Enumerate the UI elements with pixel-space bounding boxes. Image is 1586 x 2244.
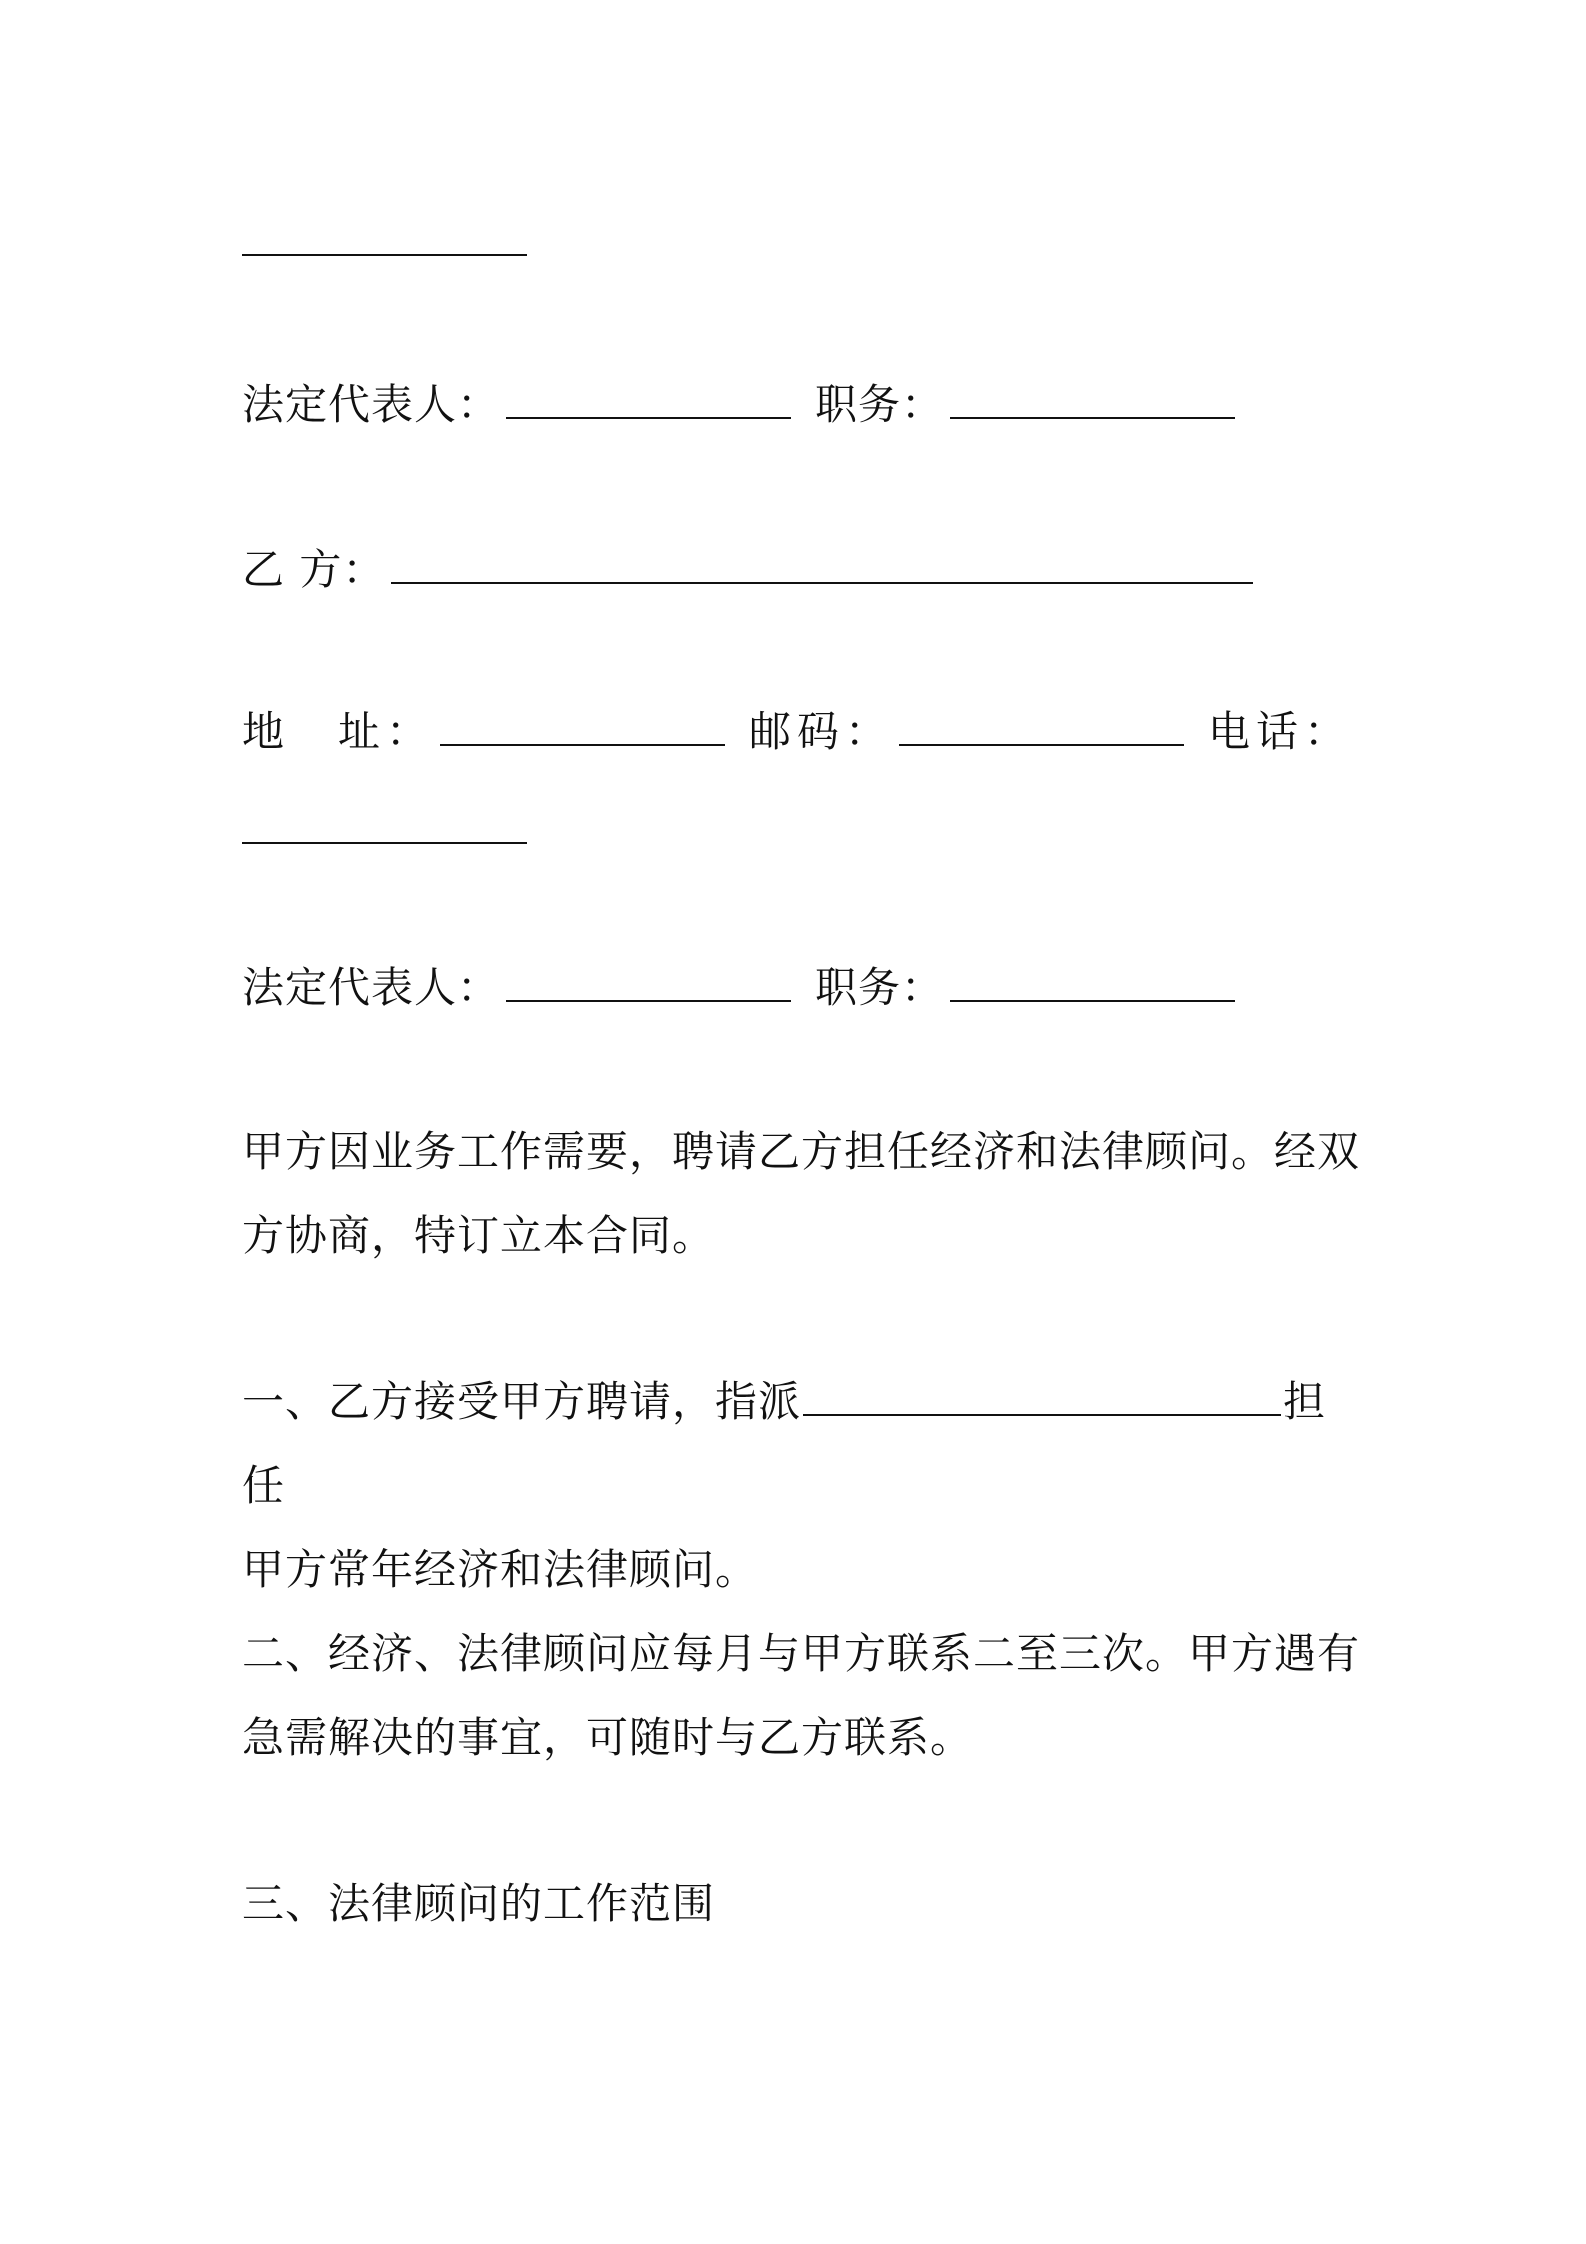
legal-rep-line-1 — [242, 375, 1362, 435]
party-b-blank[interactable] — [391, 542, 1253, 584]
position-blank-2[interactable] — [950, 960, 1235, 1002]
intro-paragraph: 甲方因业务工作需要，聘请乙方担任经济和法律顾问。经双方协商，特订立本合同。 — [242, 1127, 1361, 1260]
zip-label: 邮码： — [749, 707, 894, 756]
position-label: 职务： — [815, 380, 945, 429]
party-b-line — [242, 540, 1362, 600]
legal-rep-blank[interactable] — [506, 377, 791, 419]
clause-3-heading: 三、法律顾问的工作范围 — [242, 1879, 716, 1928]
address-label: 地 址： — [242, 707, 435, 756]
phone-blank-line — [242, 800, 1362, 860]
phone-label: 电话： — [1208, 707, 1353, 756]
zip-blank[interactable] — [899, 704, 1184, 746]
clause-1 — [242, 1360, 1362, 1612]
blank-field[interactable] — [242, 214, 527, 256]
party-b-label: 乙 方： — [242, 545, 386, 594]
clause-1-text-a: 一、乙方接受甲方聘请，指派 — [242, 1377, 802, 1426]
legal-rep-label: 法定代表人： — [242, 380, 501, 429]
assigned-lawyer-blank[interactable] — [803, 1374, 1281, 1416]
blank-line-top — [242, 212, 1362, 272]
address-line — [242, 702, 1362, 762]
legal-rep-line-2 — [242, 958, 1362, 1018]
address-blank[interactable] — [440, 704, 725, 746]
clause-1-text-b: 担任 — [242, 1377, 1327, 1510]
position-blank[interactable] — [950, 377, 1235, 419]
legal-rep-label-2: 法定代表人： — [242, 963, 501, 1012]
phone-blank[interactable] — [242, 802, 527, 844]
clause-1-text-c: 甲方常年经济和法律顾问。 — [242, 1545, 759, 1594]
clause-2: 二、经济、法律顾问应每月与甲方联系二至三次。甲方遇有急需解决的事宜，可随时与乙方联系。 — [242, 1629, 1361, 1762]
position-label-2: 职务： — [815, 963, 945, 1012]
legal-rep-blank-2[interactable] — [506, 960, 791, 1002]
